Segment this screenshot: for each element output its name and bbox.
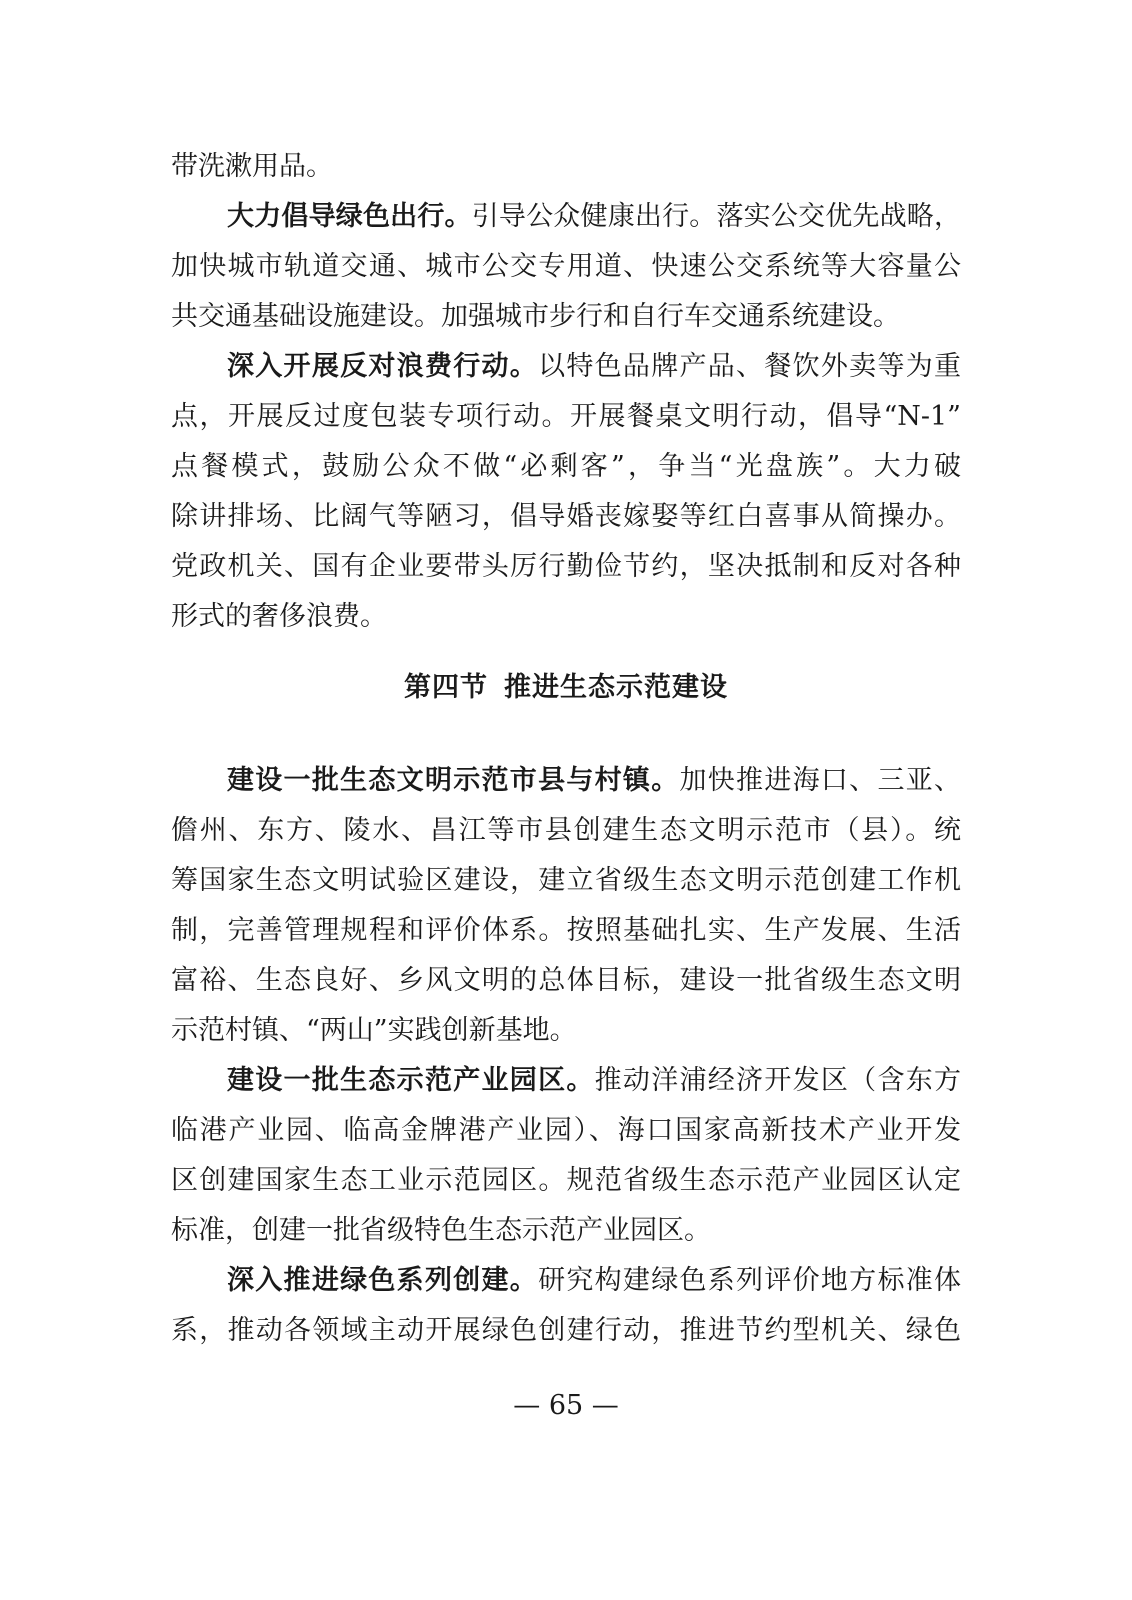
paragraph-line <box>171 1056 961 1106</box>
line-text: 共交通基础设施建设。加强城市步行和自行车交通系统建设。 <box>171 301 900 332</box>
paragraph-lead: 建设一批生态示范产业园区。 <box>227 1065 595 1096</box>
line-text: 研究构建绿色系列评价地方标准体 <box>538 1265 962 1296</box>
paragraph-line <box>171 542 961 592</box>
paragraph-line <box>171 1306 961 1356</box>
paragraph-line <box>171 906 961 956</box>
section-heading <box>171 652 961 724</box>
paragraph-line <box>171 442 961 492</box>
line-text: 党政机关、国有企业要带头厉行勤俭节约，坚决抵制和反对各种 <box>171 551 961 582</box>
line-text: 形式的奢侈浪费。 <box>171 601 387 632</box>
paragraph-lead: 建设一批生态文明示范市县与村镇。 <box>227 765 680 796</box>
section-title: 推进生态示范建设 <box>504 672 728 703</box>
paragraph-line <box>171 392 961 442</box>
paragraph-line <box>171 1156 961 1206</box>
line-text: 区创建国家生态工业示范园区。规范省级生态示范产业园区认定 <box>171 1165 961 1196</box>
line-text: 制，完善管理规程和评价体系。按照基础扎实、生产发展、生活 <box>171 915 961 946</box>
page-number: — 65 — <box>513 1390 619 1421</box>
line-text: 儋州、东方、陵水、昌江等市县创建生态文明示范市（县）。统 <box>171 815 961 846</box>
line-text: 临港产业园、临高金牌港产业园）、海口国家高新技术产业开发 <box>171 1115 961 1146</box>
paragraph-line <box>171 806 961 856</box>
paragraph-line <box>171 142 961 192</box>
line-text: 标准，创建一批省级特色生态示范产业园区。 <box>171 1215 711 1246</box>
paragraph-line <box>171 956 961 1006</box>
paragraph-line <box>171 756 961 806</box>
line-text: 示范村镇、“两山”实践创新基地。 <box>171 1015 577 1046</box>
line-text: 富裕、生态良好、乡风文明的总体目标，建设一批省级生态文明 <box>171 965 961 996</box>
line-text: 带洗漱用品。 <box>171 151 333 182</box>
line-text: 推动洋浦经济开发区（含东方 <box>594 1065 962 1096</box>
paragraph-lead: 深入推进绿色系列创建。 <box>227 1265 539 1296</box>
paragraph-line <box>171 1206 961 1256</box>
paragraph-line <box>171 192 961 242</box>
paragraph-line <box>171 492 961 542</box>
paragraph-lead: 大力倡导绿色出行。 <box>227 201 472 232</box>
line-text: 加快城市轨道交通、城市公交专用道、快速公交系统等大容量公 <box>171 251 961 282</box>
document-page <box>171 142 961 1356</box>
line-text: 筹国家生态文明试验区建设，建立省级生态文明示范创建工作机 <box>171 865 961 896</box>
line-text: 点，开展反过度包装专项行动。开展餐桌文明行动，倡导“N-1” <box>171 401 961 432</box>
line-text: 除讲排场、比阔气等陋习，倡导婚丧嫁娶等红白喜事从简操办。 <box>171 501 961 532</box>
paragraph-line <box>171 342 961 392</box>
paragraph-line <box>171 1006 961 1056</box>
paragraph-line <box>171 242 961 292</box>
paragraph-line <box>171 1256 961 1306</box>
section-number: 第四节 <box>404 672 488 703</box>
line-text: 系，推动各领域主动开展绿色创建行动，推进节约型机关、绿色 <box>171 1315 961 1346</box>
paragraph-line <box>171 856 961 906</box>
paragraph-line <box>171 292 961 342</box>
paragraph-lead: 深入开展反对浪费行动。 <box>227 351 539 382</box>
line-text: 加快推进海口、三亚、 <box>679 765 962 796</box>
line-text: 以特色品牌产品、餐饮外卖等为重 <box>538 351 962 382</box>
paragraph-line <box>171 592 961 642</box>
line-text: 点餐模式，鼓励公众不做“必剩客”，争当“光盘族”。大力破 <box>171 451 961 482</box>
paragraph-line <box>171 1106 961 1156</box>
line-text: 引导公众健康出行。落实公交优先战略， <box>471 201 962 232</box>
